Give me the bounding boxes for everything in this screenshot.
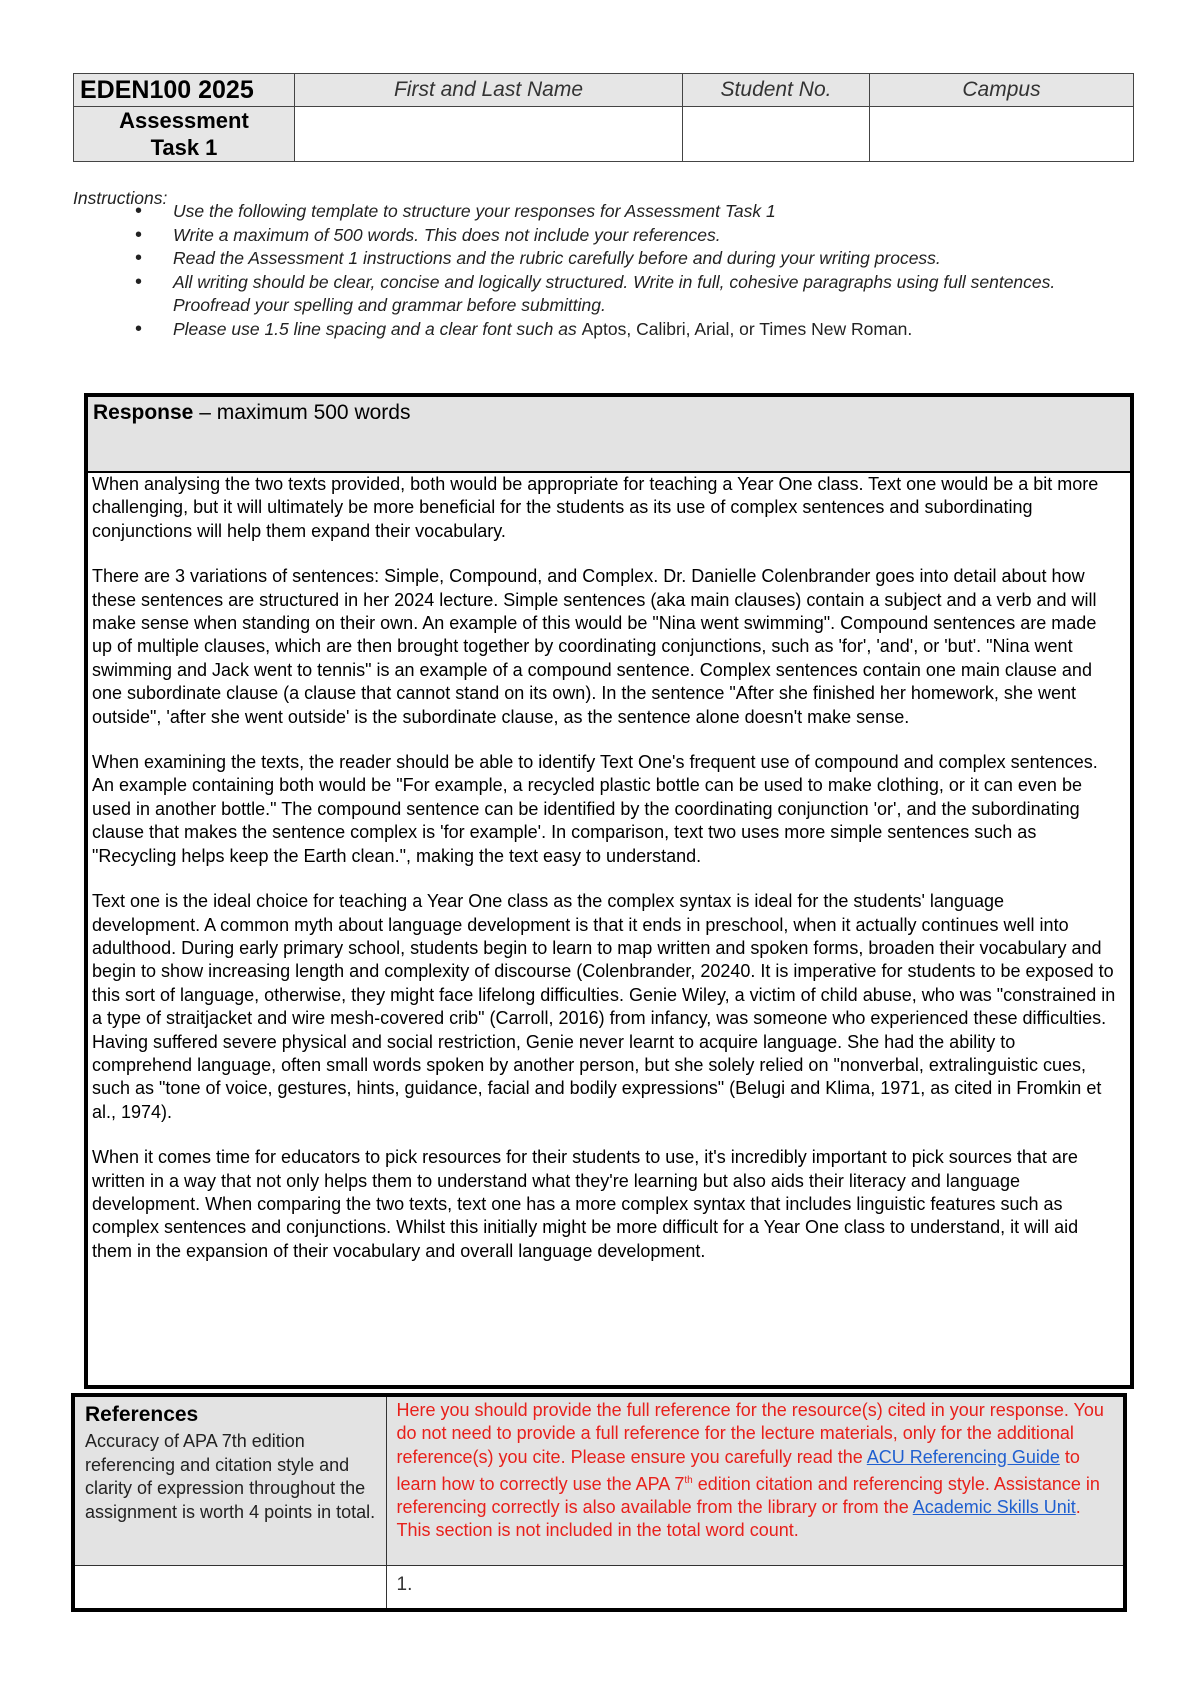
response-text[interactable] — [92, 473, 1116, 1285]
references-description: Accuracy of APA 7th edition referencing and citation style and clarity of expression throughout the assignment is worth 4 points in total. — [85, 1431, 376, 1522]
response-paragraph: When it comes time for educators to pick resources for their students to use, it's incredibly important to pick sources that are written in a way that not only helps them to understand what they're learning but also aids their literacy and language development. When comparing the two texts, text one has a more complex syntax that includes linguistic features such as complex sentences and conjunctions. Whilst this initially might be more difficult for a Year One class to understand, it will aid them in the expansion of their vocabulary and overall language development. — [92, 1147, 1079, 1261]
response-header — [88, 397, 1130, 473]
acu-referencing-guide-link[interactable]: ACU Referencing Guide — [866, 1446, 1060, 1467]
references-note: Here you should provide the full reference for the resource(s) cited in your response. You do not need to provide a full reference for the lecture materials, only for the additional reference(s) you cite. Please ensure you carefully read the ACU Referencing Guide to learn how to correctly use the APA 7th edition citation and referencing style. Assistance in referencing correctly is also available from the library or from the Academic Skills Unit. This section is not included in the total word count. — [396, 1400, 1104, 1541]
task-label: Assessment Task 1 — [74, 107, 295, 162]
name-column-header: First and Last Name — [295, 74, 683, 107]
reference-item-1: 1. — [396, 1574, 413, 1595]
list-item: • Write a maximum of 500 words. This does not include your references. — [125, 224, 1115, 248]
student-no-column-header: Student No. — [683, 74, 870, 107]
references-note-cell — [386, 1395, 1125, 1566]
font-names: Aptos, Calibri, Arial, or Times New Roman. — [581, 318, 913, 339]
student-no-cell[interactable] — [683, 107, 870, 162]
instructions-list — [125, 200, 1115, 341]
references-table — [71, 1393, 1127, 1612]
instructions-title: Instructions: — [73, 188, 168, 208]
response-label: Response — [93, 401, 194, 424]
academic-skills-unit-link[interactable]: Academic Skills Unit — [912, 1497, 1076, 1518]
response-paragraph: When analysing the two texts provided, both would be appropriate for teaching a Year One class. Text one would be a bit more challenging, but it will ultimately be more beneficial for the students as its use of complex sentences and subordinating conjunctions will help them expand their vocabulary. — [92, 474, 1099, 541]
header-table — [73, 73, 1134, 162]
list-item: • Use the following template to structure your responses for Assessment Task 1 — [125, 200, 1115, 224]
list-item — [125, 318, 1115, 342]
font-instruction-text: Please use 1.5 line spacing and a clear font such as — [173, 318, 577, 339]
list-item: • All writing should be clear, concise and logically structured. Write in full, cohesive paragraphs using full sentences. Proofread your spelling and grammar before submitting. — [125, 271, 1115, 318]
name-cell[interactable] — [295, 107, 683, 162]
references-title: References — [85, 1403, 199, 1426]
response-paragraph: Text one is the ideal choice for teaching a Year One class as the complex syntax is ideal for the students' language development. A common myth about language development is that it ends in preschool, when it actually continues well into adulthood. During early primary school, students begin to learn to map written and spoken forms, broaden their vocabulary and begin to show increasing length and complexity of discourse (Colenbrander, 20240. It is imperative for students to be exposed to this sort of language, otherwise, they might face lifelong difficulties. Genie Wiley, a victim of child abuse, who was "constrained in a type of straitjacket and wire mesh-covered crib" (Carroll, 2016) from infancy, was someone who experienced these difficulties. Having suffered severe physical and social restriction, Genie never learnt to acquire language. She had the ability to comprehend language, often small words spoken by another person, but she solely relied on "nonverbal, extralinguistic cues, such as "tone of voice, gestures, hints, guidance, facial and bodily expressions" (Belugi and Klima, 1971, as cited in Fromkin et al., 1974). — [92, 891, 1116, 1122]
campus-column-header: Campus — [870, 74, 1134, 107]
list-item: • Read the Assessment 1 instructions and the rubric carefully before and during your writing process. — [125, 247, 1115, 271]
course-code: EDEN100 2025 — [74, 74, 295, 107]
response-paragraph: There are 3 variations of sentences: Simple, Compound, and Complex. Dr. Danielle Colenbrander goes into detail about how these sentences are structured in her 2024 lecture. Simple sentences (aka main clauses) contain a subject and a verb and will make sense when standing on their own. An example of this would be "Nina went swimming". Compound sentences are made up of multiple clauses, which are then brought together by coordinating conjunctions, such as 'for', 'and', or 'but'. "Nina went swimming and Jack went to tennis" is an example of a compound sentence. Complex sentences contain one main clause and one subordinate clause (a clause that cannot stand on its own). In the sentence "After she finished her homework, she went outside", 'after she went outside' is the subordinate clause, as the sentence alone doesn't make sense. — [92, 566, 1097, 727]
response-paragraph: When examining the texts, the reader should be able to identify Text One's frequent use of compound and complex sentences. An example containing both would be "For example, a recycled plastic bottle can be used to make clothing, or it can even be used in another bottle." The compound sentence can be identified by the coordinating conjunction 'or', and the subordinating clause that makes the sentence complex is 'for example'. In comparison, text two uses more simple sentences such as "Recycling helps keep the Earth clean.", making the text easy to understand. — [92, 752, 1098, 866]
references-label-cell — [73, 1395, 386, 1566]
response-word-limit: – maximum 500 words — [199, 401, 411, 424]
reference-entry-cell[interactable] — [386, 1566, 1125, 1611]
references-empty-cell — [73, 1566, 386, 1611]
campus-cell[interactable] — [870, 107, 1134, 162]
response-box — [84, 393, 1134, 1389]
